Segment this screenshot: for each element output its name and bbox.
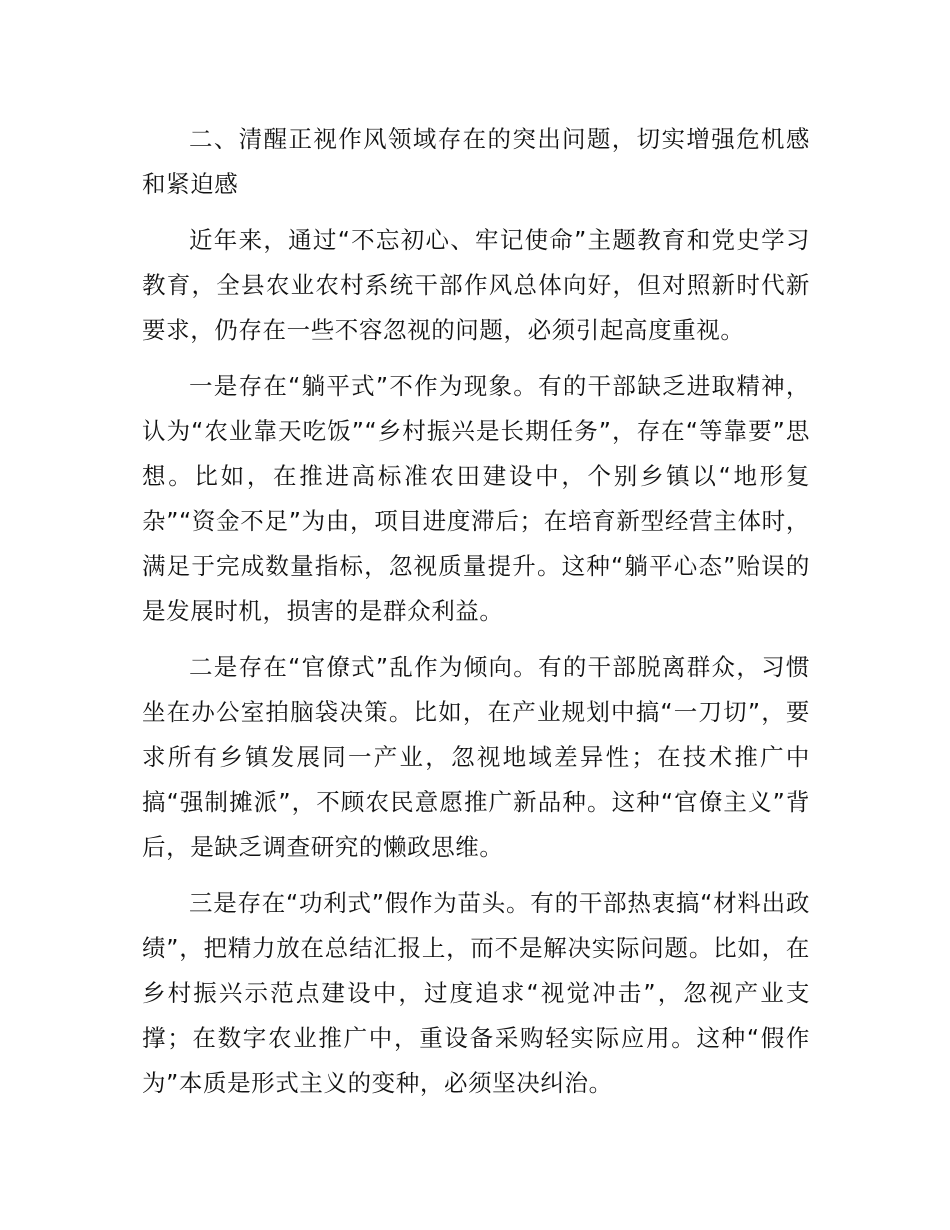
intro-paragraph: 近年来，通过“不忘初心、牢记使命”主题教育和党史学习教育，全县农业农村系统干部作风总体向好，但对照新时代新要求，仍存在一些不容忽视的问题，必须引起高度重视。 — [142, 226, 810, 344]
issue-two-paragraph: 二是存在“官僚式”乱作为倾向。有的干部脱离群众，习惯坐在办公室拍脑袋决策。比如，在产业规划中搞“一刀切”，要求所有乡镇发展同一产业，忽视地域差异性；在技术推广中搞“强制摊派”，不顾农民意愿推广新品种。这种“官僚主义”背后，是缺乏调查研究的懒政思维。 — [142, 653, 810, 861]
issue-three-paragraph: 三是存在“功利式”假作为苗头。有的干部热衷搞“材料出政绩”，把精力放在总结汇报上，而不是解决实际问题。比如，在乡村振兴示范点建设中，过度追求“视觉冲击”，忽视产业支撑；在数字农业推广中，重设备采购轻实际应用。这种“假作为”本质是形式主义的变种，必须坚决纠治。 — [142, 889, 810, 1097]
section-heading: 二、清醒正视作风领域存在的突出问题，切实增强危机感和紧迫感 — [142, 125, 810, 198]
document-body — [142, 117, 810, 1117]
issue-one-paragraph: 一是存在“躺平式”不作为现象。有的干部缺乏进取精神，认为“农业靠天吃饭”“乡村振兴是长期任务”，存在“等靠要”思想。比如，在推进高标准农田建设中，个别乡镇以“地形复杂”“资金不足”为由，项目进度滞后；在培育新型经营主体时，满足于完成数量指标，忽视质量提升。这种“躺平心态”贻误的是发展时机，损害的是群众利益。 — [142, 372, 810, 625]
